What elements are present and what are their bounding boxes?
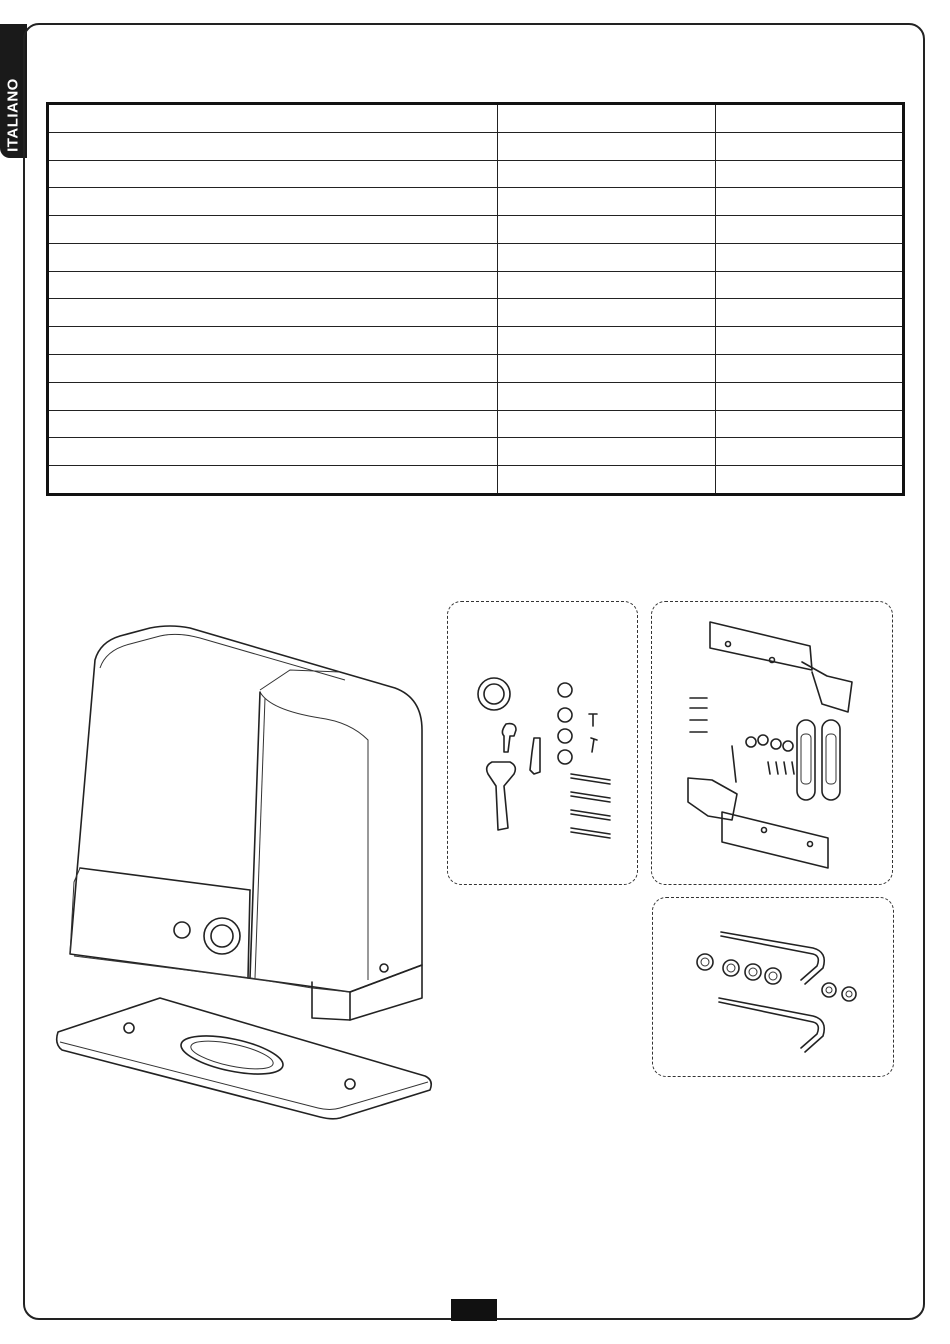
table-row <box>48 410 904 438</box>
table-cell <box>498 160 716 188</box>
table-cell <box>48 382 498 410</box>
table-cell <box>48 355 498 383</box>
table-cell <box>716 327 904 355</box>
anchor-bolt-kit-illustration <box>653 898 895 1078</box>
table-cell <box>498 104 716 133</box>
motor-unit-illustration <box>50 620 440 1130</box>
table-cell <box>716 271 904 299</box>
table-cell <box>716 410 904 438</box>
table-cell <box>48 104 498 133</box>
table-cell <box>716 160 904 188</box>
accessory-kit-box <box>447 601 638 885</box>
table-row <box>48 382 904 410</box>
table-row <box>48 132 904 160</box>
table-row <box>48 160 904 188</box>
table-row <box>48 438 904 466</box>
table-cell <box>716 466 904 495</box>
table-cell <box>498 188 716 216</box>
table-cell <box>716 188 904 216</box>
anchor-bolt-kit-box <box>652 897 894 1077</box>
table-cell <box>48 438 498 466</box>
table-row <box>48 188 904 216</box>
table-row <box>48 299 904 327</box>
table-cell <box>716 438 904 466</box>
table-row <box>48 243 904 271</box>
table-cell <box>498 327 716 355</box>
table-cell <box>48 410 498 438</box>
specifications-table <box>46 102 905 496</box>
table-row <box>48 216 904 244</box>
table-cell <box>716 243 904 271</box>
table-cell <box>498 299 716 327</box>
table-row <box>48 271 904 299</box>
limit-switch-kit-box <box>651 601 893 885</box>
table-cell <box>48 271 498 299</box>
table-cell <box>48 216 498 244</box>
table-cell <box>498 216 716 244</box>
table-cell <box>48 160 498 188</box>
table-row <box>48 104 904 133</box>
table-row <box>48 355 904 383</box>
table-cell <box>498 355 716 383</box>
table-cell <box>498 410 716 438</box>
table-row <box>48 466 904 495</box>
table-cell <box>48 188 498 216</box>
table-cell <box>48 327 498 355</box>
table-row <box>48 327 904 355</box>
table-cell <box>498 132 716 160</box>
table-cell <box>48 466 498 495</box>
table-cell <box>48 243 498 271</box>
table-cell <box>498 382 716 410</box>
table-cell <box>498 243 716 271</box>
table-cell <box>716 382 904 410</box>
page-number-tab <box>451 1299 497 1321</box>
table-cell <box>48 299 498 327</box>
language-label: ITALIANO <box>4 78 22 152</box>
table-cell <box>716 132 904 160</box>
table-cell <box>48 132 498 160</box>
table-cell <box>498 466 716 495</box>
accessory-kit-illustration <box>448 602 639 886</box>
table-cell <box>498 271 716 299</box>
table-cell <box>716 299 904 327</box>
table-cell <box>716 355 904 383</box>
table-cell <box>716 104 904 133</box>
table-cell <box>498 438 716 466</box>
limit-switch-kit-illustration <box>652 602 894 886</box>
table-cell <box>716 216 904 244</box>
